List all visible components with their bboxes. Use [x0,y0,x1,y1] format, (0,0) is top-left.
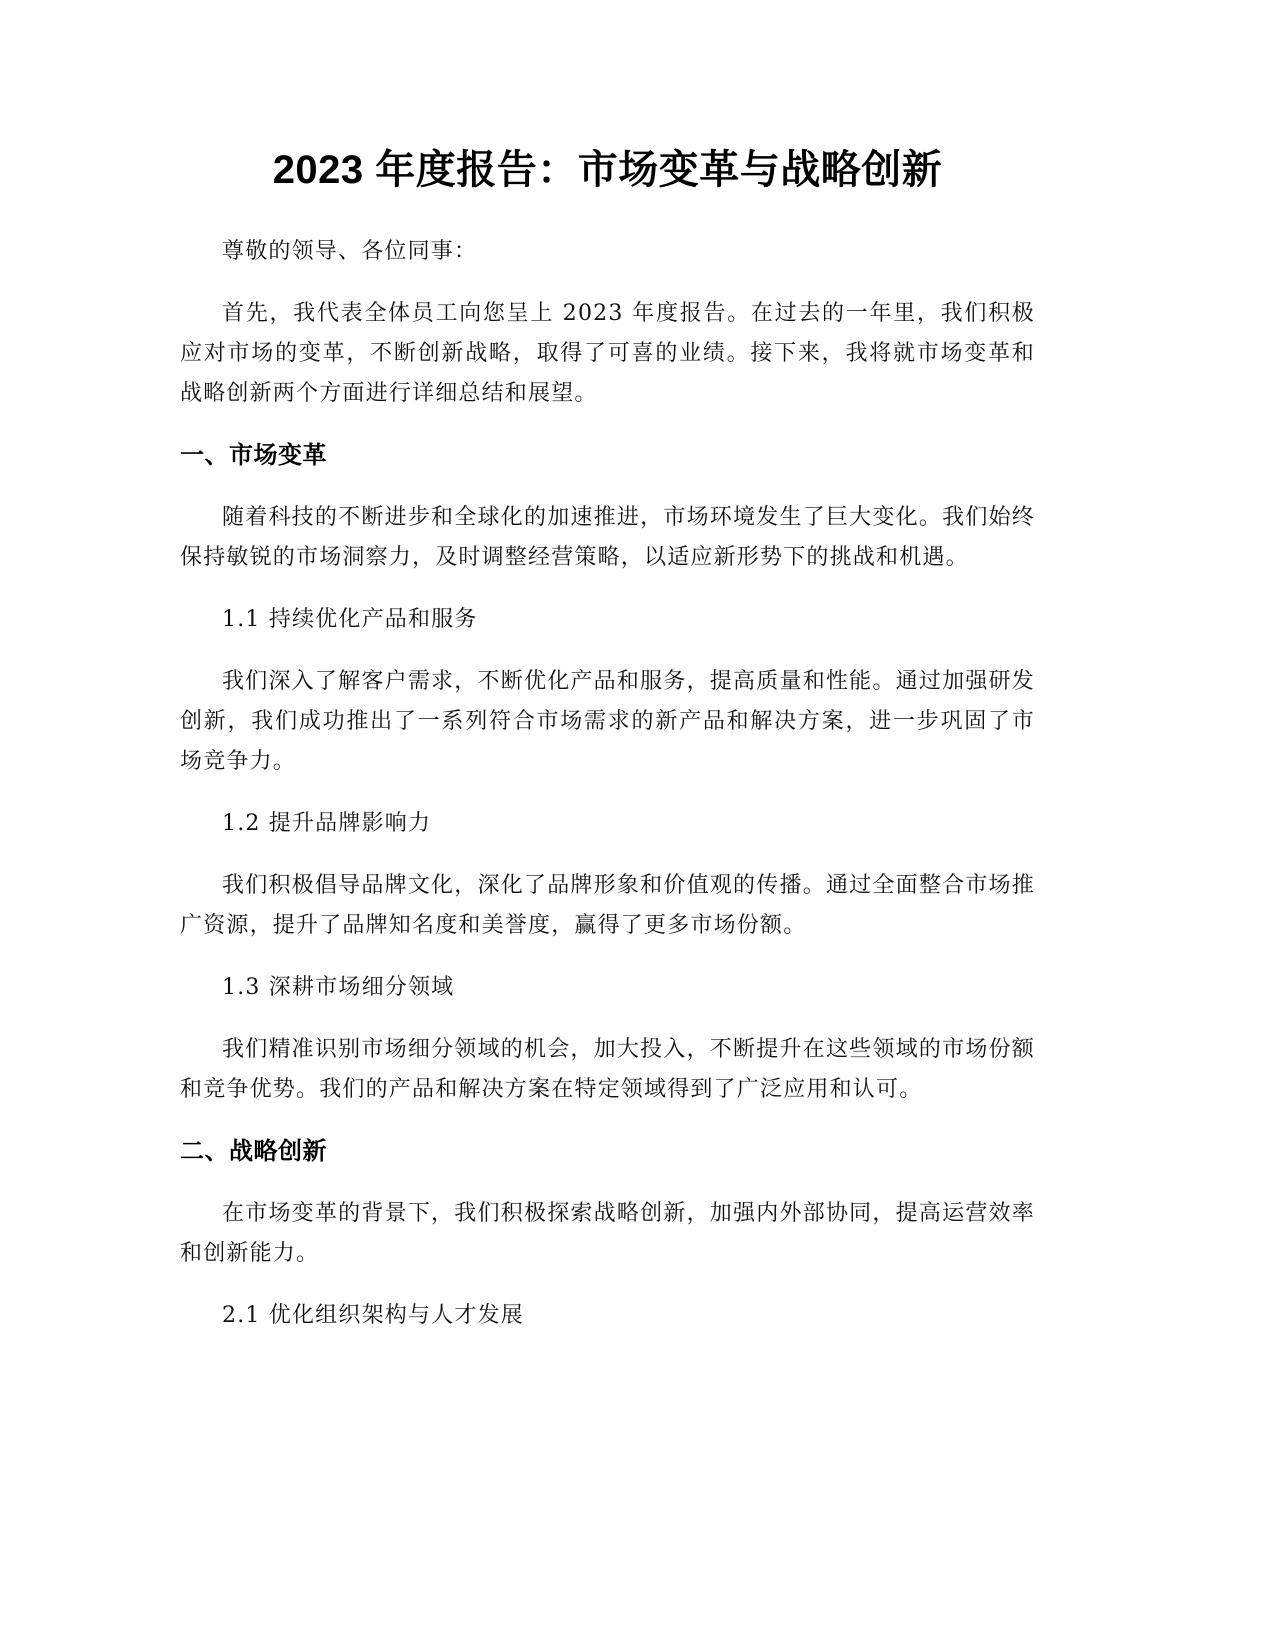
subsection-paragraph-1-1: 我们深入了解客户需求，不断优化产品和服务，提高质量和性能。通过加强研发创新，我们成功推出了一系列符合市场需求的新产品和解决方案，进一步巩固了市场竞争力。 [180,669,1035,774]
section-paragraph-strategy-innovation: 在市场变革的背景下，我们积极探索战略创新，加强内外部协同，提高运营效率和创新能力。 [180,1201,1035,1266]
subsection-heading-2-1: 2.1 优化组织架构与人才发展 [222,1303,524,1328]
subsection-heading-1-3: 1.3 深耕市场细分领域 [222,975,455,1000]
section-heading-market-change: 一、市场变革 [180,442,327,469]
section-paragraph-market-change: 随着科技的不断进步和全球化的加速推进，市场环境发生了巨大变化。我们始终保持敏锐的市场洞察力，及时调整经营策略，以适应新形势下的挑战和机遇。 [180,505,1035,570]
document-body [180,140,1035,1336]
subsection-paragraph-1-2: 我们积极倡导品牌文化，深化了品牌形象和价值观的传播。通过全面整合市场推广资源，提升了品牌知名度和美誉度，赢得了更多市场份额。 [180,873,1035,938]
greeting: 尊敬的领导、各位同事： [222,239,478,264]
intro-paragraph: 首先，我代表全体员工向您呈上 2023 年度报告。在过去的一年里，我们积极应对市场的变革，不断创新战略，取得了可喜的业绩。接下来，我将就市场变革和战略创新两个方面进行详细总结和展望。 [180,301,1035,406]
subsection-heading-1-1: 1.1 持续优化产品和服务 [222,607,478,632]
section-heading-strategy-innovation: 二、战略创新 [180,1138,327,1165]
document-title: 2023 年度报告：市场变革与战略创新 [272,148,943,192]
subsection-heading-1-2: 1.2 提升品牌影响力 [222,811,432,836]
subsection-paragraph-1-3: 我们精准识别市场细分领域的机会，加大投入，不断提升在这些领域的市场份额和竞争优势。我们的产品和解决方案在特定领域得到了广泛应用和认可。 [180,1037,1035,1102]
